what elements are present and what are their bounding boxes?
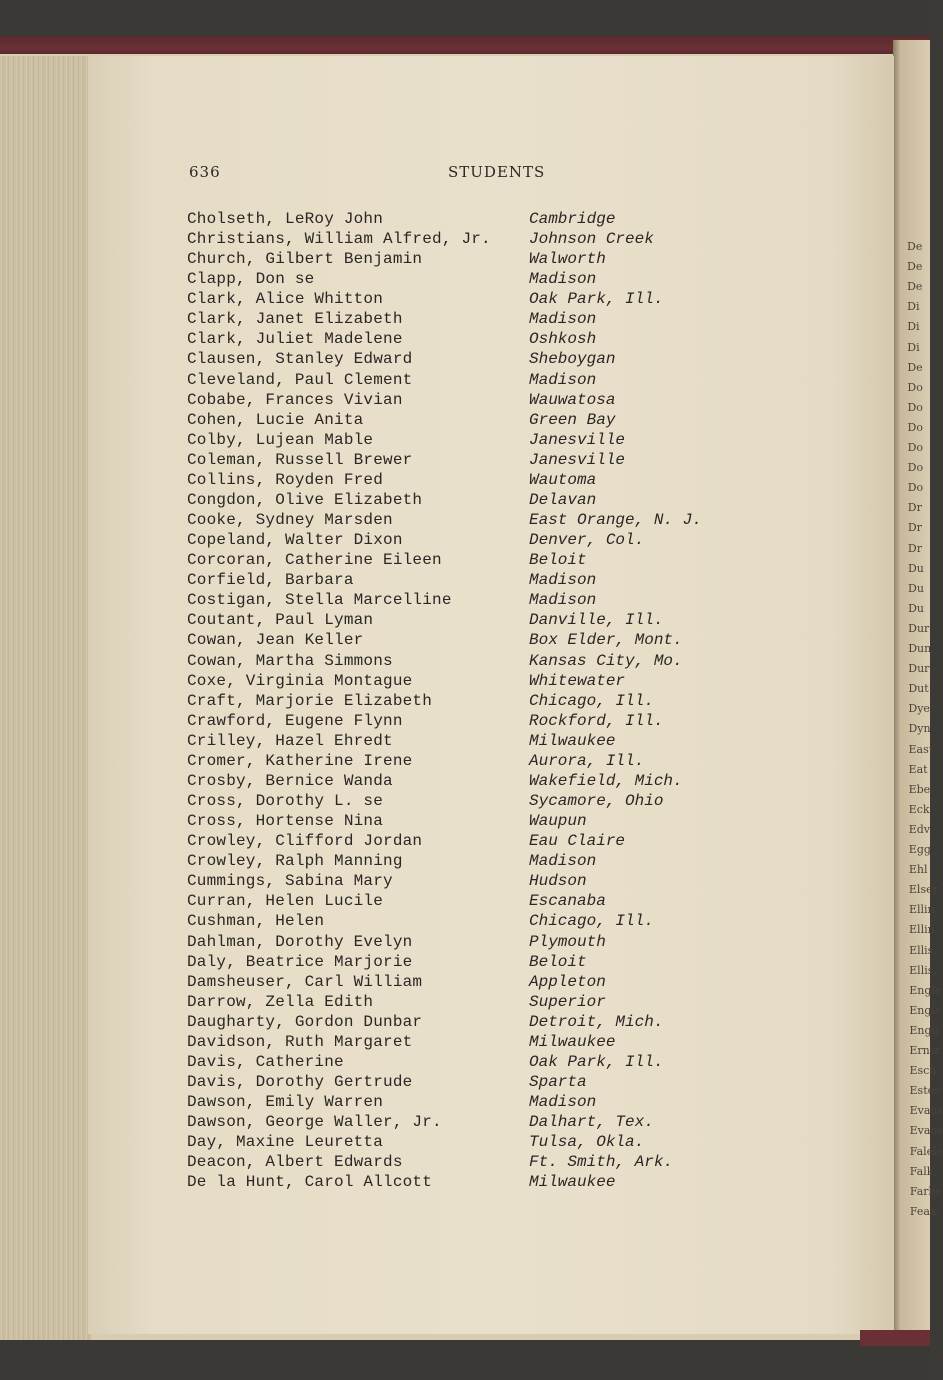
- list-item: [0, 290, 930, 310]
- student-hometown: Oak Park, Ill.: [529, 1052, 664, 1071]
- student-hometown: Milwaukee: [529, 1032, 616, 1051]
- facing-page-fragment: Du: [908, 581, 924, 595]
- student-hometown: Kansas City, Mo.: [529, 651, 683, 670]
- student-hometown: Wautoma: [529, 470, 597, 489]
- student-hometown: Oak Park, Ill.: [529, 290, 664, 309]
- list-item: [0, 812, 930, 832]
- student-name: Daugharty, Gordon Dunbar: [187, 1012, 423, 1031]
- student-name: Colby, Lujean Mable: [187, 430, 374, 449]
- student-hometown: Whitewater: [529, 671, 626, 690]
- facing-page-fragment: Estes: [909, 1084, 940, 1098]
- list-item: [0, 411, 930, 431]
- facing-page-fragment: Do: [907, 380, 923, 394]
- student-hometown: Madison: [529, 591, 597, 610]
- facing-page-fragment: Eat: [908, 762, 928, 776]
- background-top: [0, 0, 930, 40]
- facing-page-fragment: Ellin: [909, 923, 935, 937]
- facing-page-fragment: Di: [907, 300, 920, 314]
- facing-page-fragment: Di: [907, 340, 920, 354]
- list-item: [0, 912, 930, 932]
- student-hometown: Delavan: [529, 490, 597, 509]
- facing-page-fragment: Engli: [909, 1023, 939, 1037]
- list-item: [0, 350, 930, 370]
- facing-page-fragment: Do: [907, 441, 924, 454]
- student-hometown: Eau Claire: [529, 832, 626, 851]
- student-name: Crawford, Eugene Flynn: [187, 711, 403, 730]
- facing-page-fragment: Falk,: [909, 1164, 937, 1178]
- list-item: [0, 752, 930, 772]
- student-name: Cobabe, Frances Vivian: [187, 390, 403, 409]
- student-name: Damsheuser, Carl William: [187, 972, 423, 991]
- student-name: Coutant, Paul Lyman: [187, 611, 374, 630]
- list-item: [0, 792, 930, 812]
- student-name: Davis, Dorothy Gertrude: [187, 1073, 413, 1091]
- student-hometown: Milwaukee: [529, 731, 616, 750]
- student-hometown: Madison: [529, 1093, 597, 1112]
- list-item: [0, 692, 930, 712]
- list-item: [0, 551, 930, 571]
- student-name: De la Hunt, Carol Allcott: [187, 1173, 433, 1192]
- facing-page-fragment: Esch: [909, 1064, 937, 1078]
- facing-page-fragment: Evans: [909, 1124, 943, 1138]
- facing-page-fragment: Engle: [909, 1003, 942, 1017]
- list-item: [0, 431, 930, 451]
- facing-page-fragment: Do: [907, 461, 924, 475]
- student-hometown: Sycamore, Ohio: [529, 792, 664, 811]
- student-name: Deacon, Albert Edwards: [187, 1153, 403, 1172]
- student-hometown: Beloit: [529, 551, 587, 570]
- student-hometown: Beloit: [529, 952, 587, 971]
- facing-page-fragment: Edv: [908, 822, 931, 836]
- student-name: Dahlman, Dorothy Evelyn: [187, 932, 413, 951]
- running-head: STUDENTS: [448, 163, 546, 181]
- student-hometown: Detroit, Mich.: [529, 1012, 664, 1031]
- facing-page-fragment: Dyn: [908, 722, 931, 736]
- student-hometown: Sheboygan: [529, 350, 616, 369]
- student-name: Cholseth, LeRoy John: [187, 210, 384, 228]
- facing-page-fragment: Dr: [907, 521, 922, 535]
- student-hometown: Hudson: [529, 872, 587, 891]
- list-item: [0, 230, 930, 250]
- student-hometown: Sparta: [529, 1073, 587, 1091]
- facing-page-fragment: Farbe: [909, 1184, 943, 1198]
- list-item: [0, 1033, 930, 1053]
- facing-page-fragment: De: [907, 240, 923, 253]
- student-name: Clark, Janet Elizabeth: [187, 310, 403, 329]
- list-item: [0, 933, 930, 953]
- facing-page-fragment: Dr: [907, 501, 922, 515]
- student-hometown: Dalhart, Tex.: [529, 1113, 654, 1132]
- student-name: Davidson, Ruth Margaret: [187, 1032, 413, 1051]
- list-item: [0, 571, 930, 591]
- facing-page-fragment: Egg: [908, 843, 931, 856]
- list-item: [0, 1153, 930, 1173]
- student-name: Cromer, Katherine Irene: [187, 751, 413, 770]
- student-hometown: Johnson Creek: [529, 230, 654, 249]
- student-hometown: Madison: [529, 370, 597, 389]
- facing-page-fragment: Ellis,: [909, 943, 937, 957]
- student-hometown: Chicago, Ill.: [529, 912, 654, 931]
- student-name: Clark, Juliet Madelene: [187, 330, 403, 349]
- facing-page-fragment: De: [907, 280, 923, 294]
- facing-page-fragment: Elser: [908, 883, 938, 897]
- student-name: Collins, Royden Fred: [187, 470, 384, 489]
- student-name: Copeland, Walter Dixon: [187, 531, 403, 550]
- student-name: Crowley, Clifford Jordan: [187, 832, 423, 851]
- student-hometown: Tulsa, Okla.: [529, 1133, 645, 1152]
- facing-page-fragment: Engle: [909, 983, 942, 997]
- list-item: [0, 1053, 930, 1073]
- list-item: [0, 1013, 930, 1033]
- list-item: [0, 1133, 930, 1153]
- student-hometown: Madison: [529, 852, 597, 871]
- list-item: [0, 330, 930, 350]
- facing-page-fragment: Ebe: [908, 782, 931, 796]
- list-item: [0, 391, 930, 411]
- student-name: Dawson, Emily Warren: [187, 1093, 384, 1112]
- list-item: [0, 1173, 930, 1193]
- student-hometown: Waupun: [529, 812, 587, 831]
- facing-page-fragment: Dut: [908, 682, 929, 696]
- list-item: [0, 973, 930, 993]
- list-item: [0, 1073, 930, 1093]
- list-item: [0, 772, 930, 792]
- list-item: [0, 712, 930, 732]
- list-item: [0, 451, 930, 471]
- list-item: [0, 732, 930, 752]
- facing-page-fragment: Do: [907, 481, 924, 495]
- facing-page-fragment: Ernst: [909, 1044, 940, 1057]
- facing-page-fragment: Falele: [909, 1144, 943, 1158]
- student-name: Clausen, Stanley Edward: [187, 350, 413, 369]
- student-hometown: Janesville: [529, 450, 626, 469]
- student-hometown: Madison: [529, 571, 597, 590]
- list-item: [0, 591, 930, 611]
- student-hometown: Escanaba: [529, 892, 606, 911]
- student-name: Clark, Alice Whitton: [187, 290, 384, 309]
- list-item: [0, 210, 930, 230]
- list-item: [0, 471, 930, 491]
- list-item: [0, 250, 930, 270]
- list-item: [0, 993, 930, 1013]
- list-item: [0, 631, 930, 651]
- facing-page-fragment: Dye: [908, 702, 930, 716]
- student-name: Cross, Dorothy L. se: [187, 792, 384, 811]
- facing-page-fragment: Dur: [908, 621, 930, 635]
- student-name: Coleman, Russell Brewer: [187, 450, 413, 469]
- facing-page-fragment: Evans: [909, 1104, 943, 1118]
- student-name: Cushman, Helen: [187, 912, 325, 931]
- student-name: Curran, Helen Lucile: [187, 892, 384, 911]
- list-item: [0, 1113, 930, 1133]
- student-name: Costigan, Stella Marcelline: [187, 591, 452, 610]
- facing-page-fragment: Do: [907, 400, 923, 414]
- student-name: Cowan, Jean Keller: [187, 631, 364, 650]
- student-hometown: Cambridge: [529, 210, 616, 228]
- student-name: Corfield, Barbara: [187, 571, 354, 590]
- student-hometown: Green Bay: [529, 410, 616, 429]
- student-name: Cowan, Martha Simmons: [187, 651, 393, 670]
- student-name: Darrow, Zella Edith: [187, 992, 374, 1011]
- list-item: [0, 953, 930, 973]
- page-number: 636: [189, 163, 221, 181]
- facing-page-fragment: Ehl: [908, 863, 928, 877]
- student-name: Congdon, Olive Elizabeth: [187, 490, 423, 509]
- facing-page-fragment: De: [907, 260, 923, 274]
- student-name: Crowley, Ralph Manning: [187, 852, 403, 871]
- facing-page-fragment: Ellin: [908, 903, 935, 917]
- list-item: [0, 652, 930, 672]
- student-hometown: Wauwatosa: [529, 390, 616, 409]
- student-hometown: Danville, Ill.: [529, 611, 664, 630]
- list-item: [0, 511, 930, 531]
- student-hometown: Superior: [529, 992, 606, 1011]
- list-item: [0, 611, 930, 631]
- student-hometown: Ft. Smith, Ark.: [529, 1153, 674, 1172]
- student-name: Dawson, George Waller, Jr.: [187, 1113, 442, 1132]
- student-name: Crilley, Hazel Ehredt: [187, 731, 393, 750]
- student-name: Cleveland, Paul Clement: [187, 370, 413, 389]
- student-name: Daly, Beatrice Marjorie: [187, 952, 413, 971]
- student-hometown: Walworth: [529, 250, 606, 269]
- student-hometown: East Orange, N. J.: [529, 511, 702, 530]
- list-item: [0, 872, 930, 892]
- student-name: Christians, William Alfred, Jr.: [187, 230, 491, 249]
- student-name: Coxe, Virginia Montague: [187, 671, 413, 690]
- facing-page-fragment: Dr: [907, 541, 922, 555]
- list-item: [0, 491, 930, 511]
- student-name: Cross, Hortense Nina: [187, 812, 384, 831]
- student-name: Craft, Marjorie Elizabeth: [187, 691, 433, 710]
- facing-page-fragment: De: [907, 360, 923, 374]
- facing-page-fragment: Eck: [908, 802, 930, 816]
- background-bottom: [0, 1340, 930, 1380]
- book-cover-corner: [860, 1330, 930, 1346]
- list-item: [0, 531, 930, 551]
- student-hometown: Plymouth: [529, 932, 606, 951]
- facing-page-fragment: Dun: [908, 642, 932, 655]
- student-name: Crosby, Bernice Wanda: [187, 771, 393, 790]
- student-hometown: Box Elder, Mont.: [529, 631, 683, 650]
- list-item: [0, 310, 930, 330]
- student-hometown: Aurora, Ill.: [529, 751, 645, 770]
- student-hometown: Madison: [529, 310, 597, 329]
- facing-page-fragment: Ellis,: [909, 963, 937, 977]
- student-name: Cohen, Lucie Anita: [187, 410, 364, 429]
- list-item: [0, 832, 930, 852]
- student-name: Day, Maxine Leuretta: [187, 1133, 384, 1152]
- student-name: Cummings, Sabina Mary: [187, 872, 393, 891]
- facing-page-fragment: Feak,: [909, 1204, 941, 1218]
- student-hometown: Madison: [529, 270, 597, 289]
- list-item: [0, 1093, 930, 1113]
- facing-page-fragment: Du: [907, 561, 924, 575]
- facing-page-fragment: Do: [907, 420, 923, 434]
- student-hometown: Oshkosh: [529, 330, 597, 349]
- facing-page-fragment: East: [908, 742, 934, 756]
- student-hometown: Wakefield, Mich.: [529, 771, 683, 790]
- student-name: Cooke, Sydney Marsden: [187, 511, 393, 530]
- facing-page-fragment: Dur: [908, 662, 930, 676]
- facing-page-fragment: Di: [907, 320, 920, 334]
- facing-page-fragment: Du: [908, 601, 924, 615]
- student-hometown: Rockford, Ill.: [529, 711, 664, 730]
- list-item: [0, 852, 930, 872]
- student-hometown: Chicago, Ill.: [529, 691, 654, 710]
- student-name: Corcoran, Catherine Eileen: [187, 551, 442, 570]
- list-item: [0, 892, 930, 912]
- student-hometown: Denver, Col.: [529, 531, 645, 550]
- list-item: [0, 672, 930, 692]
- list-item: [0, 270, 930, 290]
- student-name: Davis, Catherine: [187, 1052, 344, 1071]
- student-hometown: Appleton: [529, 972, 606, 991]
- student-name: Clapp, Don se: [187, 270, 315, 289]
- student-hometown: Milwaukee: [529, 1173, 616, 1192]
- student-hometown: Janesville: [529, 430, 626, 449]
- list-item: [0, 371, 930, 391]
- student-name: Church, Gilbert Benjamin: [187, 250, 423, 269]
